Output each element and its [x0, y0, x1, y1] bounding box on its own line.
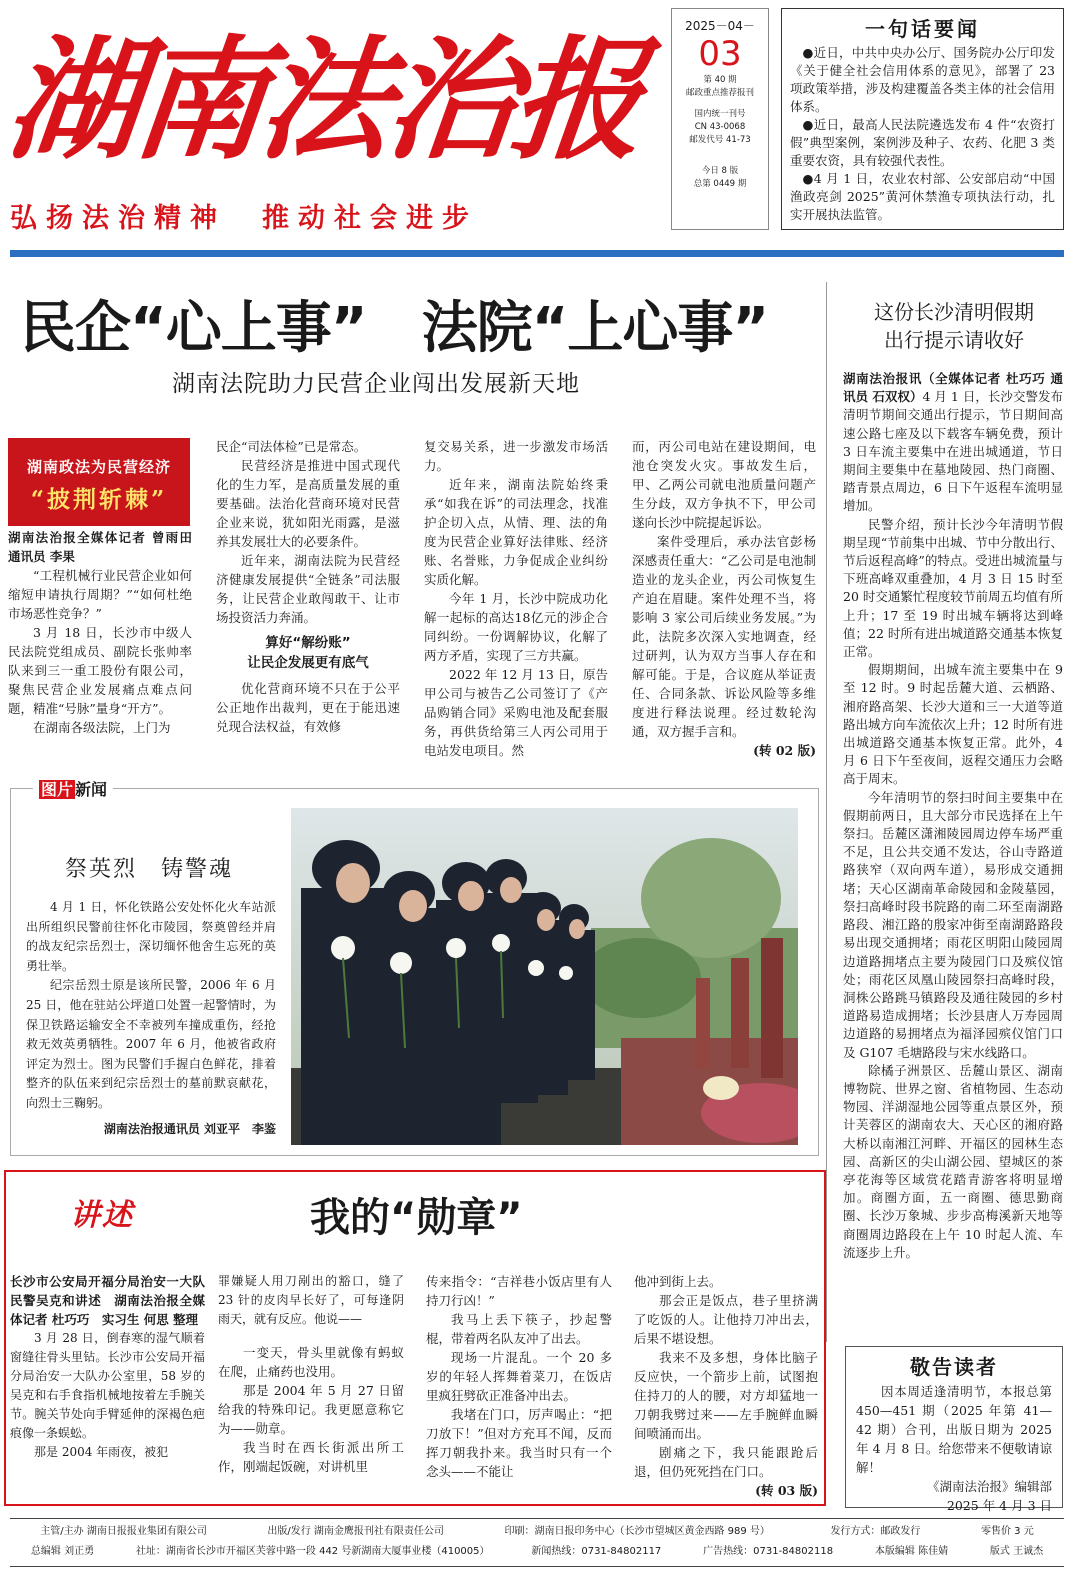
promo-line-1: 湖南政法为民营经济: [26, 458, 171, 476]
lead-paragraph: 优化营商环境不只在于公平公正地作出裁判，更在于能迅速兑现合法权益，有效修: [216, 681, 400, 734]
lead-paragraph: 近年来，湖南法院为民营经济健康发展提供“全链条”司法服务，让民营企业敢闯敢干、让市场投资活力奔涌。: [216, 553, 400, 625]
cn-label: 国内统一刊号: [694, 109, 746, 119]
photo-news-paragraph: 4 月 1 日，怀化铁路公安处怀化火车站派出所组织民警前往怀化市陵园，祭奠曾经并肩的战友纪宗岳烈士，深切缅怀他舍生忘死的英勇壮举。: [26, 900, 276, 973]
narrative-paragraph: 那会正是饭点，巷子里挤满了吃饭的人。让他持刀冲出去，后果不堪设想。: [634, 1293, 818, 1346]
narrative-paragraph: 现场一片混乱。一个 20 多岁的年轻人挥舞着菜刀，在饭店里疯狂劈砍正准备冲出去。: [426, 1350, 612, 1403]
narrative-column-3: [426, 1272, 612, 1481]
lead-paragraph: 在湖南各级法院，上门为: [33, 720, 171, 735]
narrative-paragraph: 剧痛之下，我只能跟跄后退，但仍死死挡在门口。: [634, 1445, 818, 1479]
footer-ad-hotline: 广告热线：0731-84802118: [703, 1546, 834, 1557]
cn-number: CN 43-0068: [694, 122, 746, 132]
masthead-slogan: 弘扬法治精神 推动社会进步: [10, 203, 478, 234]
lead-headline[interactable]: 民企“心上事” 法院“上心事”: [20, 296, 769, 361]
narrative-paragraph: 我马上丢下筷子，抄起警棍，带着两名队友冲了出去。: [426, 1312, 612, 1346]
footer-top-rule: [10, 1518, 1064, 1519]
right-story-paragraph: 民警介绍，预计长沙今年清明节假期呈现“节前集中出城、节中分散出行、节后返程高峰”的特点。受进出城流量与下班高峰双重叠加，4 月 3 日 15 时至 20 时交通繁忙程度较节前周五均值有所上升；17 至 19 时出城车辆将达到峰值；22 时所有进出城道路交通基本恢复正常。: [843, 516, 1063, 660]
lead-column-1: [8, 528, 205, 737]
narrative-paragraph: 3 月 28 日，倒春寒的湿气顺着窗缝往骨头里钻。长沙市公安局开福分局治安一大队办公室里，58 岁的吴克和右手食指机械地按着左手腕关节。腕关节处向手臂延伸的深褐色疤痕像一条蜈蚣。: [10, 1331, 205, 1440]
lead-paragraph: 3 月 18 日，长沙市中级人民法院党组成员、副院长张帅率队来到三一重工股份有限公司，聚焦民营企业发展痛点难点问题，精准“号脉”量身“开方”。: [8, 625, 192, 716]
reader-notice-text: 因本周适逢清明节，本报总第 450—451 期（2025 年第 41—42 期）合刊，出版日期为 2025 年 4 月 8 日。给您带来不便敬请谅解！: [856, 1384, 1052, 1475]
footer-row-1: [10, 1522, 1064, 1541]
lead-continued-label[interactable]: (转 02 版): [753, 743, 816, 758]
photo-news-title[interactable]: 祭英烈 铸警魂: [64, 857, 233, 882]
memorial-photo-illustration: [291, 808, 798, 1145]
lead-paragraph: 而，丙公司电站在建设期间，电池仓突发火灾。事故发生后，甲、乙两公司就电池质量问题产生分歧，双方争执不下，甲公司遂向长沙中院提起诉讼。: [632, 439, 816, 530]
masthead-title: 湖南法治报: [0, 23, 647, 178]
narrative-paragraph: 我当时在西长街派出所工作，刚端起饭碗，对讲机里: [218, 1440, 404, 1474]
footer-bottom-rule: [10, 1566, 1064, 1567]
narrative-title[interactable]: 我的“勋章”: [310, 1195, 523, 1241]
right-story-title-line-2: 出行提示请收好: [884, 328, 1024, 352]
reader-notice-title: 敬告读者: [910, 1355, 998, 1379]
lead-paragraph: 民企“司法体检”已是常态。: [216, 439, 367, 454]
footer-delivery: 发行方式：邮政发行: [830, 1526, 921, 1537]
footer-printer: 印刷：湖南日报印务中心（长沙市望城区黄金西路 989 号）: [504, 1526, 770, 1537]
total-issue: 总第 0449 期: [693, 179, 747, 189]
narrative-paragraph: 传来指令：“吉祥巷小饭店里有人持刀行凶！”: [426, 1274, 612, 1308]
reader-notice-date: 2025 年 4 月 3 日: [946, 1498, 1052, 1513]
footer-row-2: [10, 1542, 1064, 1561]
lead-column-4: [632, 437, 816, 760]
right-story-body: [843, 370, 1063, 1262]
narrative-continued-label[interactable]: (转 03 版): [755, 1483, 818, 1498]
right-story-paragraph: 今年清明节的祭扫时间主要集中在假期前两日，且大部分市民选择在上午祭扫。岳麓区潇湘陵园周边停车场严重不足，且公共交通不发达，谷山寺路道路狭窄（双向两车道），易形成交通拥堵；天心区湖南革命陵园和金陵墓园，祭扫高峰时段书院路的南二环至南湖路路段、湘江路的殷家冲街至南湖路路段易出现交通拥堵；雨花区明阳山陵园周边道路拥堵点主要为陵园门口及殡仪馆处；雨花区凤凰山陵园祭扫高峰时段，洞株公路跳马镇路段及通往陵园的乡村道路易造成拥堵；长沙县唐人万寿园周边道路的易拥堵点为福泽园殡仪馆门口及 G107 毛塘路段与宋水线路口。: [843, 789, 1063, 1060]
lead-paragraph: 民营经济是推进中国式现代化的生力军，是高质量发展的重要基础。法治化营商环境对民营企业来说，犹如阳光雨露，是滋养其发展壮大的必要条件。: [216, 458, 400, 549]
news-brief-title: 一句话要闻: [865, 17, 980, 41]
post-code: 邮发代号 41-73: [689, 135, 751, 145]
lead-subsection-subtitle: 让民企发展更有底气: [247, 655, 369, 671]
right-story-paragraph: 除橘子洲景区、岳麓山景区、湖南博物院、世界之窗、省植物园、生态动物园、洋湖湿地公园等重点景区外，预计芙蓉区的湖南农大、天心区的湘府路大桥以南湘江河畔、开福区的园林生态园、高新区的尖山湖公园、望城区的茶亭花海等区域赏花踏青游客将明显增加。商圈方面，五一商圈、德思勤商圈、长沙万象城、步步高梅溪新天地等商圈周边路段在上午 10 时起人流、车流逐步上升。: [843, 1062, 1063, 1260]
date-year-month: 2025－04－: [685, 19, 755, 33]
narrative-column-4: [634, 1272, 818, 1500]
lead-subhead: 湖南法院助力民营企业闯出发展新天地: [172, 371, 580, 397]
column-divider: [826, 282, 827, 1342]
news-brief-item: ●近日，中共中央办公厅、国务院办公厅印发《关于健全社会信用体系的意见》，部署了 23 项政策举措，涉及构建覆盖各类主体的社会信用体系。: [790, 45, 1055, 114]
memorial-photo[interactable]: [291, 808, 798, 1145]
narrative-paragraph: 罪嫌疑人用刀剐出的豁口，缝了 23 针的皮肉早长好了，可每逢阴雨天，就有反应。他说——: [218, 1274, 404, 1326]
photo-news-caption: [26, 898, 276, 1139]
footer-distributor: 出版/发行 湖南金鹰报刊社有限责任公司: [267, 1526, 444, 1537]
lead-paragraph: “工程机械行业民营企业如何缩短申请执行周期？”“如何杜绝市场恶性竞争？”: [8, 568, 192, 621]
photo-news-tag: 图片 新闻: [33, 777, 113, 800]
right-story-byline: 湖南法治报讯（全媒体记者 杜巧巧 通讯员 石双权）: [843, 371, 1063, 405]
lead-paragraph: 今年 1 月，长沙中院成功化解一起标的高达18亿元的涉企合同纠纷。一份调解协议，化解了两方矛盾，实现了三方共赢。: [424, 591, 608, 663]
right-story-title[interactable]: [836, 298, 1072, 354]
lead-paragraph: 近年来，湖南法院始终秉承“如我在诉”的司法理念，找准护企切入点，从情、理、法的角度为民营企业算好法律账、经济账、名誉账，力争促成企业纠纷实质化解。: [424, 477, 608, 587]
narrative-paragraph: 那是 2004 年雨夜，被犯: [34, 1445, 169, 1459]
footer-news-hotline: 新闻热线：0731-84802117: [531, 1546, 662, 1557]
promo-line-2: “披荆斩棘”: [30, 486, 168, 513]
narrative-logo: 讲述: [70, 1198, 134, 1233]
narrative-byline: 长沙市公安局开福分局治安一大队民警吴克和讲述 湖南法治报全媒体记者 杜巧巧 实习生 何思 整理: [10, 1274, 205, 1327]
narrative-column-2: [218, 1272, 404, 1476]
footer-price: 零售价 3 元: [980, 1526, 1034, 1537]
narrative-paragraph: 一变天，骨头里就像有蚂蚁在爬，止痛药也没用。: [218, 1345, 404, 1379]
lead-paragraph: 案件受理后，承办法官彭杨深感责任重大：“乙公司是电池制造业的龙头企业，丙公司恢复生产迫在眉睫。案件处理不当，将影响 3 家公司后续业务发展。”为此，法院多次深入实地调查，经过研判，认为双方当事人存在和解可能。于是，合议庭从举证责任、合同条款、诉讼风险等多维度进行释法说理。经过数轮沟通，双方握手言和。: [632, 534, 816, 739]
reader-notice-box: [845, 1346, 1063, 1513]
right-story-lead: 4 月 1 日，长沙交警发布清明节期间交通出行提示，节日期间高速公路七座及以下载客车辆免费，预计 3 日车流主要集中在进出城通道，节日期间主要集中在墓地陵园、热门商圈、踏青景点周边，6 日下午返程车流明显增加。: [843, 389, 1064, 514]
issue-number: 第 40 期: [703, 75, 737, 85]
page-count: 今日 8 版: [701, 166, 739, 176]
footer-chief-editor: 总编辑 刘正勇: [30, 1546, 95, 1557]
narrative-paragraph: 那是 2004 年 5 月 27 日留给我的特殊印记。我更愿意称它为——勋章。: [218, 1383, 404, 1436]
mail-recommend: 邮政重点推荐报刊: [685, 88, 754, 98]
right-story-paragraph: 假期期间，出城车流主要集中在 9 至 12 时。9 时起岳麓大道、云栖路、湘府路高架、长沙大道和三一大道等道路出城方向车流依次上升；12 时所有进出城道路交通基本恢复正常。此外，4 月 6 日下午至夜间，返程交通压力会略高于周末。: [843, 662, 1063, 787]
lead-byline: 湖南法治报全媒体记者 曾雨田 通讯员 李果: [8, 530, 205, 564]
lead-paragraph: 复交易关系，进一步激发市场活力。: [424, 439, 608, 473]
right-story-title-line-1: 这份长沙清明假期: [874, 300, 1034, 324]
narrative-paragraph: 他冲到街上去。: [634, 1274, 722, 1289]
lead-paragraph: 2022 年 12 月 13 日，原告甲公司与被告乙公司签订了《产品购销合同》采购电池及配套服务，再供货给第三人丙公司用于电站发电项目。然: [424, 667, 608, 758]
footer-publisher: 主管/主办 湖南日报报业集团有限公司: [40, 1526, 207, 1537]
photo-news-paragraph: 纪宗岳烈士原是该所民警，2006 年 6 月 25 日，他在驻站公坪道口处置一起警情时，为保卫铁路运输安全不幸被列车撞成重伤，经抢救无效英勇牺牲。2007 年 6 月，他被省政府评定为烈士。图为民警们手握白色鲜花，排着整齐的队伍来到纪宗岳烈士的墓前默哀献花，向烈士三鞠躬。: [26, 978, 276, 1110]
footer-layout-editor: 版式 王诚杰: [989, 1546, 1044, 1557]
lead-column-2: [216, 437, 400, 736]
reader-notice-signature: 《湖南法治报》编辑部: [926, 1479, 1052, 1494]
masthead-divider: [10, 250, 1064, 257]
imprint-footer: [10, 1518, 1064, 1580]
narrative-paragraph: 我来不及多想，身体比脑子反应快，一个箭步上前，试图抱住持刀的人的腰，对方却猛地一刀朝我劈过来——左手腕鲜血瞬间喷涌而出。: [634, 1350, 818, 1441]
footer-address: 社址：湖南省长沙市开福区芙蓉中路一段 442 号新湖南大厦事业楼（410005）: [135, 1546, 490, 1557]
lead-subsection-title: 算好“解纷账”: [265, 635, 351, 651]
news-brief-item: ●近日，最高人民法院遴选发布 4 件“农资打假”典型案例，案例涉及种子、农药、化肥 3 类重要农资，具有较强代表性。: [790, 117, 1055, 168]
news-brief-box: [781, 8, 1064, 230]
date-day: 03: [698, 34, 742, 74]
promo-banner[interactable]: [8, 438, 190, 526]
narrative-column-1: [10, 1272, 205, 1462]
lead-column-3: [424, 437, 608, 760]
news-brief-item: ●4 月 1 日，农业农村部、公安部启动“中国渔政亮剑 2025”黄河休禁渔专项执法行动，扎实开展执法监管。: [790, 171, 1055, 222]
footer-page-editor: 本版编辑 陈佳婧: [874, 1546, 949, 1557]
photo-credit: 湖南法治报通讯员 刘亚平 李鉴: [103, 1121, 276, 1136]
narrative-paragraph: 我堵在门口，厉声喝止：“把刀放下！”但对方充耳不闻，反而挥刀朝我扑来。我当时只有一个念头——不能让: [426, 1407, 612, 1479]
date-box: [671, 8, 769, 230]
